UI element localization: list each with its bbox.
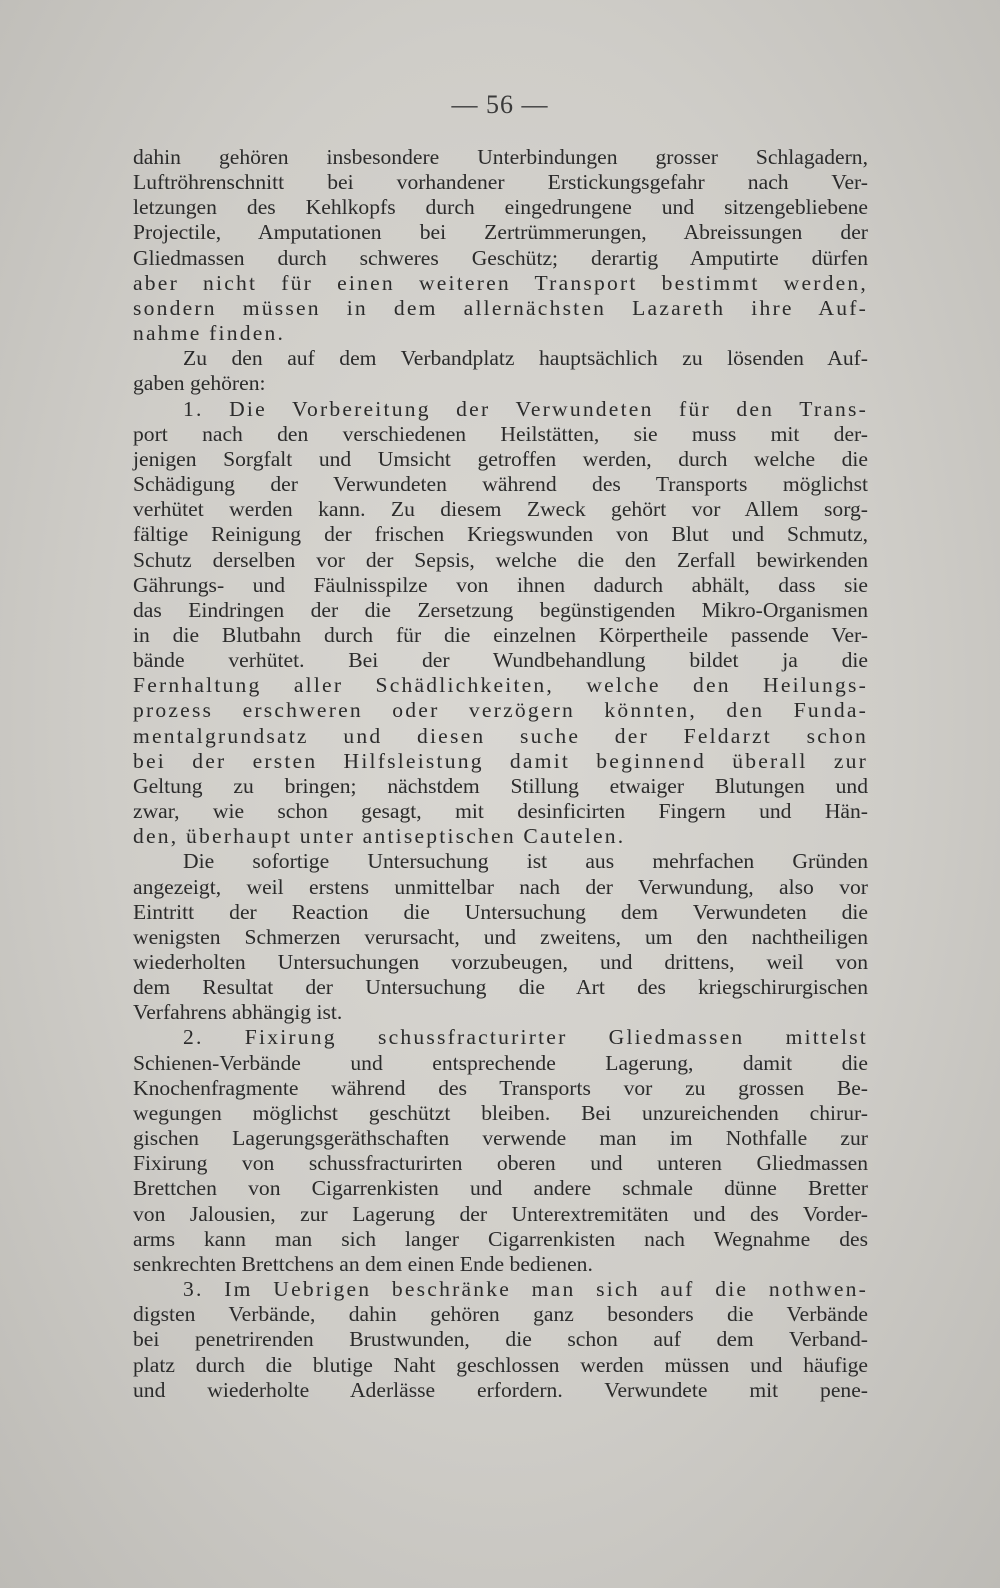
text-line: dem Resultat der Untersuchung die Art des kriegschirurgischen bbox=[133, 975, 868, 1000]
text-line: 3. Im Uebrigen beschränke man sich auf die nothwen- bbox=[183, 1277, 868, 1302]
text-line: 1. Die Vorbereitung der Verwundeten für den Trans- bbox=[183, 396, 868, 421]
text-line: gaben gehören: bbox=[133, 371, 266, 396]
text-line: gischen Lagerungsgeräthschaften verwende man im Nothfalle zur bbox=[133, 1126, 868, 1151]
text-line: platz durch die blutige Naht geschlossen werden müssen und häufige bbox=[133, 1352, 868, 1377]
text-line: wegungen möglichst geschützt bleiben. Bei unzureichenden chirur- bbox=[133, 1100, 868, 1125]
text-line: in die Blutbahn durch für die einzelnen Körpertheile passende Ver- bbox=[133, 622, 868, 647]
text-line: Schädigung der Verwundeten während des Transports möglichst bbox=[133, 472, 868, 497]
text-line: von Jalousien, zur Lagerung der Unterextremitäten und des Vorder- bbox=[133, 1201, 868, 1226]
page-number: — 56 — bbox=[451, 90, 549, 119]
text-line: aber nicht für einen weiteren Transport bestimmt werden, bbox=[133, 270, 868, 295]
text-line: bei der ersten Hilfsleistung damit beginnend überall zur bbox=[133, 748, 868, 773]
text-line: mentalgrundsatz und diesen suche der Feldarzt schon bbox=[133, 723, 868, 748]
text-line: Knochenfragmente während des Transports vor zu grossen Be- bbox=[133, 1075, 868, 1100]
text-line: bände verhütet. Bei der Wundbehandlung bildet ja die bbox=[133, 648, 868, 673]
text-line: Verfahrens abhängig ist. bbox=[133, 1000, 343, 1025]
text-line: Geltung zu bringen; nächstdem Stillung etwaiger Blutungen und bbox=[133, 773, 868, 798]
text-line: Schienen-Verbände und entsprechende Lagerung, damit die bbox=[133, 1050, 868, 1075]
text-line: wenigsten Schmerzen verursacht, und zweitens, um den nachtheiligen bbox=[133, 924, 868, 949]
text-line: fältige Reinigung der frischen Kriegswunden von Blut und Schmutz, bbox=[133, 522, 868, 547]
text-line: Eintritt der Reaction die Untersuchung dem Verwundeten die bbox=[133, 899, 868, 924]
text-line: verhütet werden kann. Zu diesem Zweck gehört vor Allem sorg- bbox=[133, 497, 868, 522]
text-line: port nach den verschiedenen Heilstätten, sie muss mit der- bbox=[133, 421, 868, 446]
text-line: Die sofortige Untersuchung ist aus mehrfachen Gründen bbox=[183, 849, 868, 874]
text-line: Brettchen von Cigarrenkisten und andere schmale dünne Bretter bbox=[133, 1176, 868, 1201]
text-line: dahin gehören insbesondere Unterbindungen grosser Schlagadern, bbox=[133, 145, 868, 169]
text-line: Gährungs- und Fäulnisspilze von ihnen dadurch abhält, dass sie bbox=[133, 572, 868, 597]
text-line: nahme finden. bbox=[133, 321, 286, 346]
text-line: Fernhaltung aller Schädlichkeiten, welche den Heilungs- bbox=[133, 673, 868, 698]
text-line: zwar, wie schon gesagt, mit desinficirten Fingern und Hän- bbox=[133, 799, 868, 824]
body-text bbox=[133, 145, 868, 1403]
text-line: arms kann man sich langer Cigarrenkisten nach Wegnahme des bbox=[133, 1226, 868, 1251]
text-line: und wiederholte Aderlässe erfordern. Verwundete mit pene- bbox=[133, 1377, 868, 1402]
text-line: sondern müssen in dem allernächsten Lazareth ihre Auf- bbox=[133, 295, 868, 320]
text-line: bei penetrirenden Brustwunden, die schon auf dem Verband- bbox=[133, 1327, 868, 1352]
text-line: prozess erschweren oder verzögern könnten, den Funda- bbox=[133, 698, 868, 723]
text-line: Luftröhrenschnitt bei vorhandener Erstickungsgefahr nach Ver- bbox=[133, 170, 868, 195]
text-line: den, überhaupt unter antiseptischen Cautelen. bbox=[133, 824, 626, 849]
text-line: Fixirung von schussfracturirten oberen und unteren Gliedmassen bbox=[133, 1151, 868, 1176]
text-line: das Eindringen der die Zersetzung begünstigenden Mikro-Organismen bbox=[133, 597, 868, 622]
text-line: wiederholten Untersuchungen vorzubeugen, und drittens, weil von bbox=[133, 950, 868, 974]
text-line: letzungen des Kehlkopfs durch eingedrungene und sitzengebliebene bbox=[133, 195, 868, 220]
text-line: 2. Fixirung schussfracturirter Gliedmassen mittelst bbox=[183, 1025, 868, 1050]
text-line: Schutz derselben vor der Sepsis, welche die den Zerfall bewirkenden bbox=[133, 547, 868, 572]
text-line: senkrechten Brettchens an dem einen Ende bedienen. bbox=[133, 1251, 593, 1276]
text-line: Gliedmassen durch schweres Geschütz; derartig Amputirte dürfen bbox=[133, 245, 868, 270]
text-line: Zu den auf dem Verbandplatz hauptsächlich zu lösenden Auf- bbox=[183, 346, 868, 371]
text-line: jenigen Sorgfalt und Umsicht getroffen werden, durch welche die bbox=[133, 446, 868, 471]
text-line: angezeigt, weil erstens unmittelbar nach der Verwundung, also vor bbox=[133, 874, 868, 899]
text-line: digsten Verbände, dahin gehören ganz besonders die Verbände bbox=[133, 1302, 868, 1327]
text-line: Projectile, Amputationen bei Zertrümmerungen, Abreissungen der bbox=[133, 220, 868, 245]
